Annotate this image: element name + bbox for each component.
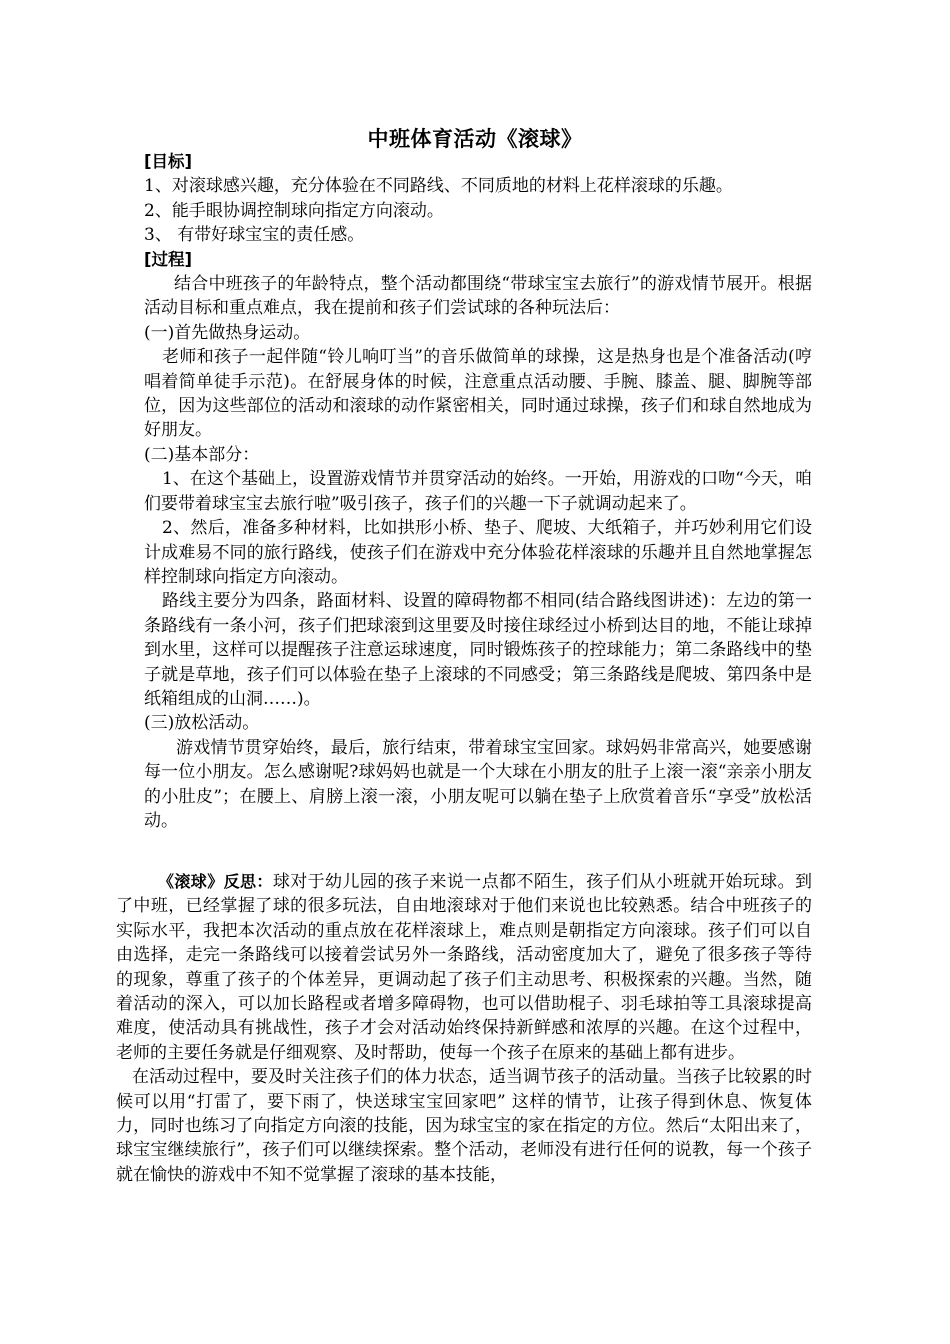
section3-heading: (三)放松活动。 [144,713,260,734]
process-heading: [过程] [144,249,193,269]
goals-section [144,150,812,833]
document-title: 中班体育活动《滚球》 [367,127,583,151]
section2-heading: (二)基本部分： [144,444,260,465]
section1-paragraph: 老师和孩子一起伴随“铃儿响叮当”的音乐做简单的球操，这是热身也是个准备活动(哼唱着简单徒手示范)。在舒展身体的时候，注意重点活动腰、手腕、膝盖、腿、脚腕等部位，因为这些部位的活动和滚球的动作紧密相关，同时通过球操，孩子们和球自然地成为好朋友。 [144,347,812,441]
section2-paragraph-1: 1、在这个基础上，设置游戏情节并贯穿活动的始终。一开始，用游戏的口吻“今天，咱们要带着球宝宝去旅行啦”吸引孩子，孩子们的兴趣一下子就调动起来了。 [144,469,812,514]
reflection-section [116,870,812,1187]
section3-paragraph: 游戏情节贯穿始终，最后，旅行结束，带着球宝宝回家。球妈妈非常高兴，她要感谢每一位小朋友。怎么感谢呢?球妈妈也就是一个大球在小朋友的肚子上滚一滚“亲亲小朋友的小肚皮”；在腰上、肩膀上滚一滚，小朋友呢可以躺在垫子上欣赏着音乐“享受”放松活动。 [144,737,812,831]
goal-heading: [目标] [144,152,193,171]
reflection-label: 《滚球》反思： [158,872,273,891]
goal-item-2: 2、能手眼协调控制球向指定方向滚动。 [144,200,444,221]
section1-heading: (一)首先做热身运动。 [144,322,311,343]
goal-item-3: 3、 有带好球宝宝的责任感。 [144,225,365,246]
section2-paragraph-3: 路线主要分为四条，路面材料、设置的障碍物都不相同(结合路线图讲述)：左边的第一条路线有一条小河，孩子们把球滚到这里要及时接住球经过小桥到达目的地，不能让球掉到水里，这样可以提醒孩子注意运球速度，同时锻炼孩子的控球能力；第二条路线中的垫子就是草地，孩子们可以体验在垫子上滚球的不同感受；第三条路线是爬坡、第四条中是纸箱组成的山洞……)。 [144,591,812,709]
closing-paragraph: 在活动过程中，要及时关注孩子们的体力状态，适当调节孩子的活动量。当孩子比较累的时候可以用“打雷了，要下雨了，快送球宝宝回家吧” 这样的情节，让孩子得到休息、恢复体力，同时也练习了向指定方向滚的技能，因为球宝宝的家在指定的方位。然后“太阳出来了，球宝宝继续旅行”，孩子们可以继续探索。整个活动，老师没有进行任何的说教，每一个孩子就在愉快的游戏中不知不觉掌握了滚球的基本技能， [116,1067,812,1185]
reflection-paragraph [116,870,812,1065]
intro-paragraph: 结合中班孩子的年龄特点，整个活动都围绕“带球宝宝去旅行”的游戏情节展开。根据活动目标和重点难点，我在提前和孩子们尝试球的各种玩法后： [144,274,812,319]
section2-paragraph-2: 2、然后，准备多种材料，比如拱形小桥、垫子、爬坡、大纸箱子，并巧妙利用它们设计成难易不同的旅行路线，使孩子们在游戏中充分体验花样滚球的乐趣并且自然地掌握怎样控制球向指定方向滚动。 [144,518,812,587]
reflection-text: 球对于幼儿园的孩子来说一点都不陌生，孩子们从小班就开始玩球。到了中班，已经掌握了球的很多玩法，自由地滚球对于他们来说也比较熟悉。结合中班孩子的实际水平，我把本次活动的重点放在花样滚球上，难点则是朝指定方向滚球。孩子们可以自由选择，走完一条路线可以接着尝试另外一条路线，活动密度加大了，避免了很多孩子等待的现象，尊重了孩子的个体差异，更调动起了孩子们主动思考、积极探索的兴趣。当然，随着活动的深入，可以加长路程或者增多障碍物，也可以借助棍子、羽毛球拍等工具滚球提高难度，使活动具有挑战性，孩子才会对活动始终保持新鲜感和浓厚的兴趣。在这个过程中，老师的主要任务就是仔细观察、及时帮助，使每一个孩子在原来的基础上都有进步。 [116,872,812,1063]
goal-item-1: 1、对滚球感兴趣，充分体验在不同路线、不同质地的材料上花样滚球的乐趣。 [144,176,733,197]
